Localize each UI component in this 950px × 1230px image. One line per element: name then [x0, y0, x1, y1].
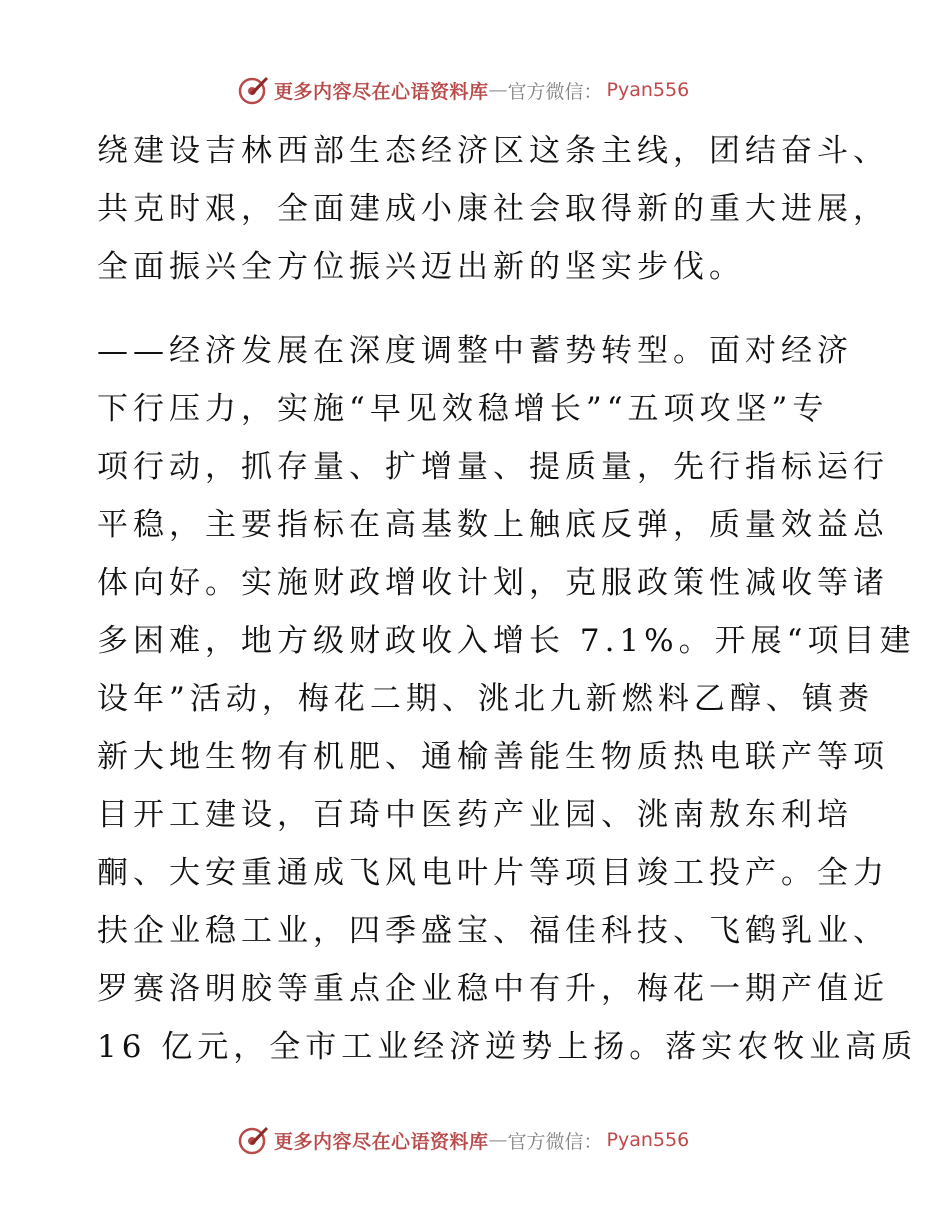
body-text — [97, 122, 918, 1076]
text-line: 体向好。实施财政增收计划，克服政策性减收等诸 — [97, 565, 889, 601]
text-line: 16 亿元，全市工业经济逆势上扬。落实农牧业高质 — [97, 1029, 918, 1065]
text-line: 罗赛洛明胶等重点企业稳中有升，梅花一期产值近 — [97, 971, 889, 1007]
footer-watermark — [236, 1122, 689, 1158]
text-line: 绕建设吉林西部生态经济区这条主线，团结奋斗、 — [97, 133, 889, 169]
text-line: 设年”活动，梅花二期、洮北九新燃料乙醇、镇赉 — [97, 681, 874, 717]
text-line: ——经济发展在深度调整中蓄势转型。面对经济 — [97, 333, 853, 369]
text-line: 全面振兴全方位振兴迈出新的坚实步伐。 — [97, 249, 745, 285]
banner-official-label: 官方微信： — [507, 1130, 603, 1153]
text-line: 多困难，地方级财政收入增长 7.1%。开展“项目建 — [97, 623, 916, 659]
paragraph-gap — [97, 296, 867, 322]
banner-dash: — — [488, 1129, 508, 1151]
text-line: 目开工建设，百琦中医药产业园、洮南敖东利培 — [97, 797, 853, 833]
header-watermark — [236, 72, 689, 108]
quill-logo-icon — [236, 1123, 270, 1157]
text-line: 项行动，抓存量、扩增量、提质量，先行指标运行 — [97, 449, 889, 485]
text-line: 下行压力，实施“早见效稳增长”“五项攻坚”专 — [97, 391, 829, 427]
banner-official-label: 官方微信： — [507, 80, 603, 103]
text-line: 共克时艰，全面建成小康社会取得新的重大进展， — [97, 191, 889, 227]
banner-main-text: 更多内容尽在心语资料库 — [274, 1130, 489, 1153]
text-line: 扶企业稳工业，四季盛宝、福佳科技、飞鹤乳业、 — [97, 913, 889, 949]
banner-wechat-id: Pyan556 — [606, 79, 690, 101]
quill-logo-icon — [236, 73, 270, 107]
banner-main-text: 更多内容尽在心语资料库 — [274, 80, 489, 103]
banner-wechat-id: Pyan556 — [606, 1129, 690, 1151]
banner-dash: — — [488, 79, 508, 101]
text-line: 平稳，主要指标在高基数上触底反弹，质量效益总 — [97, 507, 889, 543]
text-line: 新大地生物有机肥、通榆善能生物质热电联产等项 — [97, 739, 889, 775]
text-line: 酮、大安重通成飞风电叶片等项目竣工投产。全力 — [97, 855, 889, 891]
